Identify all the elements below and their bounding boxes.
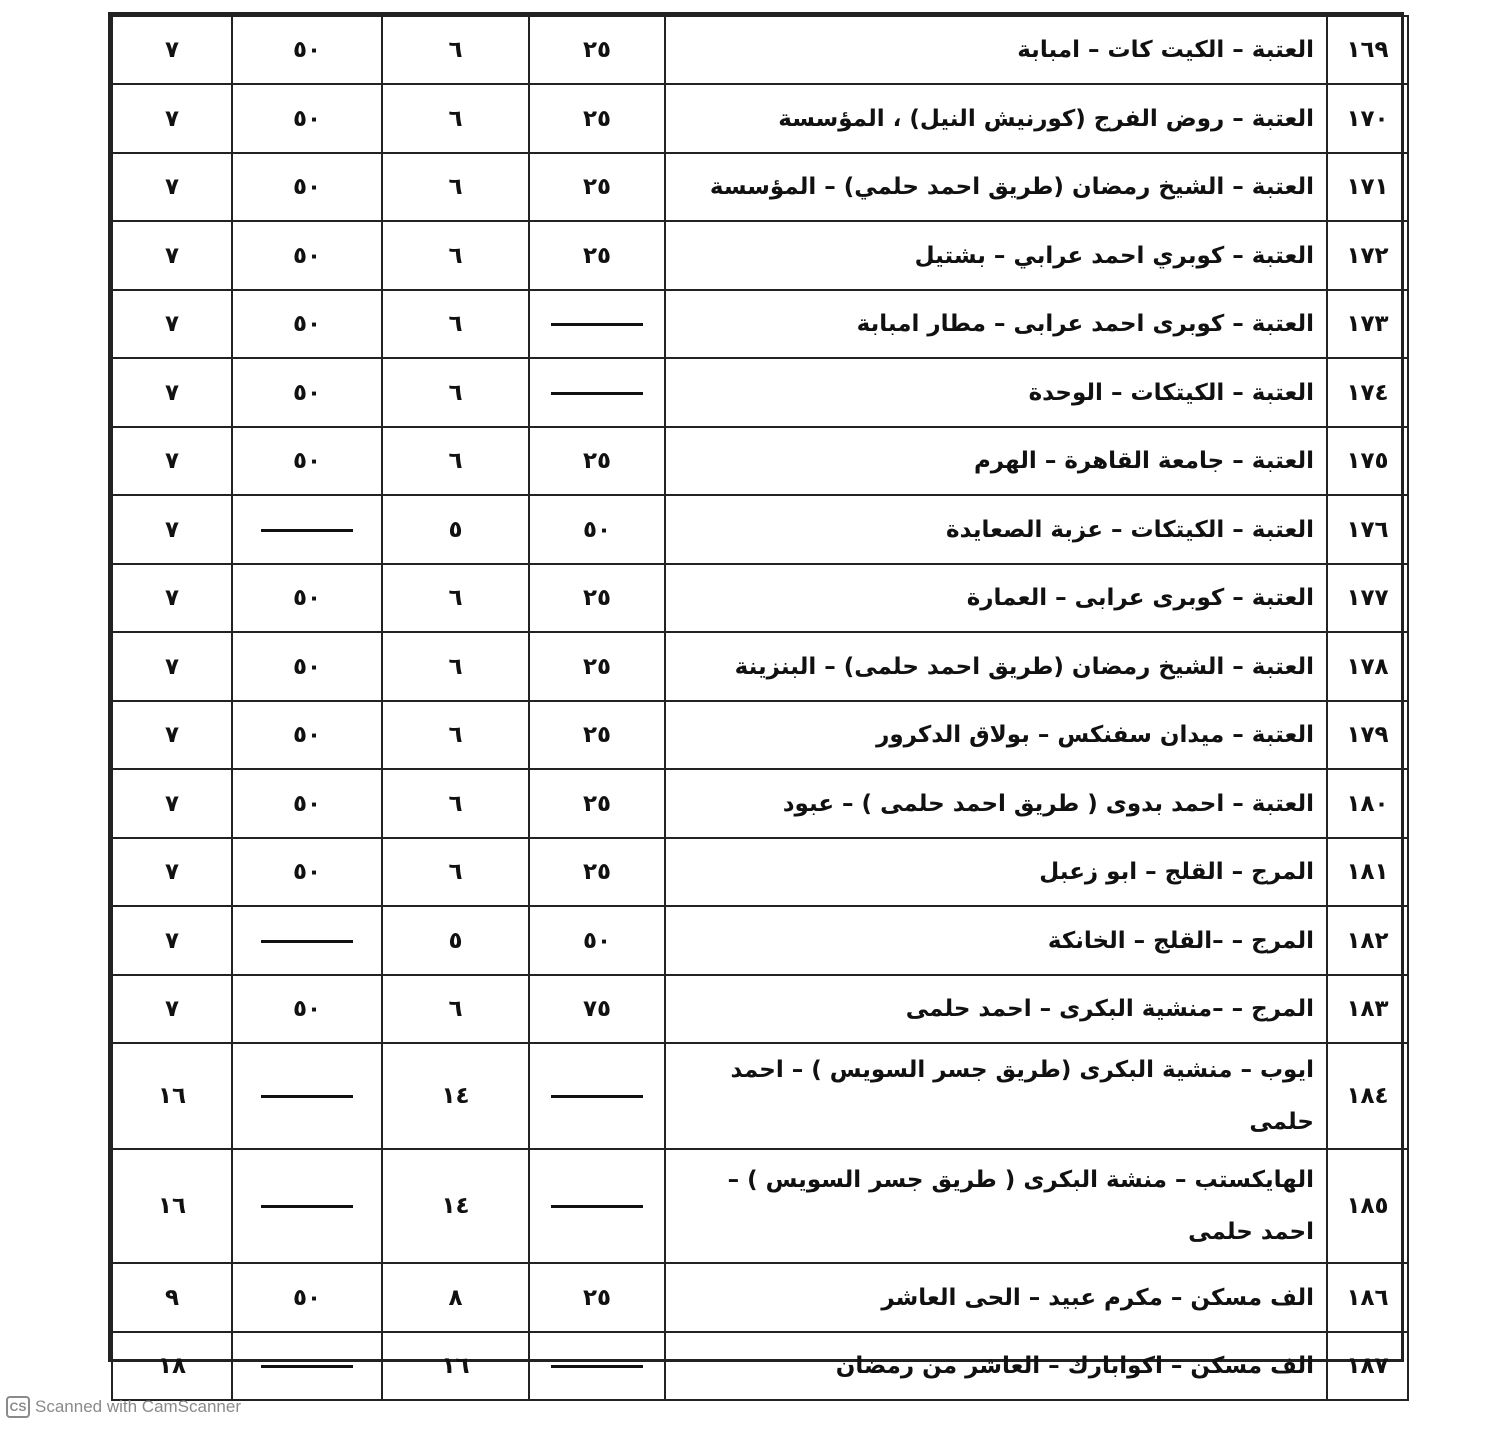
route-cell: المرج – القلج – ابو زعبل (665, 838, 1327, 906)
fare-cell-c2: ٦ (382, 975, 529, 1043)
fare-cell-c3 (232, 906, 382, 975)
fare-cell-c4: ٧ (112, 84, 232, 153)
route-cell: العتبة – كوبرى عرابى – العمارة (665, 564, 1327, 632)
route-cell: العتبة – الشيخ رمضان (طريق احمد حلمي) – المؤسسة (665, 153, 1327, 221)
fare-cell-c3: ٥٠ (232, 632, 382, 701)
line-number-cell: ١٧٩ (1327, 701, 1408, 769)
empty-dash (261, 1365, 353, 1368)
fare-cell-c4: ٩ (112, 1263, 232, 1332)
fare-cell-c2: ٥ (382, 495, 529, 564)
empty-dash (261, 1205, 353, 1208)
fare-cell-c3: ٥٠ (232, 16, 382, 84)
fare-cell-c3 (232, 1332, 382, 1400)
fare-cell-c3: ٥٠ (232, 1263, 382, 1332)
fare-cell-c3: ٥٠ (232, 221, 382, 290)
table-row (112, 290, 1408, 358)
fare-cell-c1 (529, 1332, 665, 1400)
fare-cell-c1: ٢٥ (529, 769, 665, 838)
fare-cell-c1: ٢٥ (529, 153, 665, 221)
line-number-cell: ١٧٤ (1327, 358, 1408, 427)
fare-cell-c3: ٥٠ (232, 84, 382, 153)
line-number-cell: ١٨٧ (1327, 1332, 1408, 1400)
fare-cell-c4: ٧ (112, 632, 232, 701)
scanner-watermark (6, 1396, 241, 1418)
table-row (112, 16, 1408, 84)
line-number-cell: ١٨٥ (1327, 1149, 1408, 1263)
table-row (112, 701, 1408, 769)
line-number-cell: ١٧٣ (1327, 290, 1408, 358)
line-number-cell: ١٧٦ (1327, 495, 1408, 564)
table-row (112, 769, 1408, 838)
line-number-cell: ١٧١ (1327, 153, 1408, 221)
fare-cell-c1 (529, 290, 665, 358)
fare-cell-c2: ٦ (382, 84, 529, 153)
fare-cell-c3: ٥٠ (232, 290, 382, 358)
empty-dash (551, 323, 643, 326)
route-cell: العتبة – الشيخ رمضان (طريق احمد حلمى) – البنزينة (665, 632, 1327, 701)
table-row (112, 564, 1408, 632)
fare-cell-c4: ٧ (112, 153, 232, 221)
empty-dash (551, 1205, 643, 1208)
fare-cell-c1 (529, 358, 665, 427)
fare-cell-c2: ٦ (382, 838, 529, 906)
line-number-cell: ١٨٣ (1327, 975, 1408, 1043)
table-row (112, 1332, 1408, 1400)
line-number-cell: ١٨١ (1327, 838, 1408, 906)
fare-cell-c3: ٥٠ (232, 769, 382, 838)
fare-cell-c2: ١٤ (382, 1043, 529, 1149)
fare-cell-c1: ٢٥ (529, 564, 665, 632)
fare-cell-c2: ٦ (382, 701, 529, 769)
fare-cell-c2: ١٦ (382, 1332, 529, 1400)
empty-dash (551, 1365, 643, 1368)
fare-cell-c1: ٢٥ (529, 427, 665, 495)
empty-dash (261, 529, 353, 532)
line-number-cell: ١٨٢ (1327, 906, 1408, 975)
route-cell: العتبة – الكيت كات – امبابة (665, 16, 1327, 84)
fare-cell-c3: ٥٠ (232, 838, 382, 906)
fare-table (111, 15, 1409, 1401)
fare-cell-c2: ٦ (382, 16, 529, 84)
fare-table-sheet (108, 12, 1404, 1379)
route-cell: ايوب – منشية البكرى (طريق جسر السويس ) – احمد حلمى (665, 1043, 1327, 1149)
fare-cell-c1: ٢٥ (529, 84, 665, 153)
route-cell: العتبة – الكيتكات – عزبة الصعايدة (665, 495, 1327, 564)
fare-table-body (112, 16, 1408, 1400)
fare-cell-c2: ٨ (382, 1263, 529, 1332)
fare-cell-c1: ٢٥ (529, 632, 665, 701)
fare-cell-c1: ٢٥ (529, 1263, 665, 1332)
table-row (112, 153, 1408, 221)
line-number-cell: ١٦٩ (1327, 16, 1408, 84)
table-row (112, 838, 1408, 906)
fare-cell-c3: ٥٠ (232, 975, 382, 1043)
fare-cell-c3: ٥٠ (232, 701, 382, 769)
line-number-cell: ١٧٠ (1327, 84, 1408, 153)
fare-cell-c3 (232, 1043, 382, 1149)
fare-cell-c4: ٧ (112, 16, 232, 84)
fare-cell-c1: ٢٥ (529, 838, 665, 906)
fare-cell-c4: ٧ (112, 358, 232, 427)
table-row (112, 632, 1408, 701)
camscanner-logo-icon: CS (6, 1396, 30, 1418)
fare-cell-c4: ٧ (112, 564, 232, 632)
fare-cell-c2: ٦ (382, 290, 529, 358)
fare-cell-c4: ٧ (112, 495, 232, 564)
fare-cell-c4: ٧ (112, 769, 232, 838)
fare-cell-c1: ٧٥ (529, 975, 665, 1043)
table-row (112, 1043, 1408, 1149)
route-cell: العتبة – روض الفرج (كورنيش النيل) ، المؤسسة (665, 84, 1327, 153)
fare-cell-c2: ١٤ (382, 1149, 529, 1263)
fare-cell-c3: ٥٠ (232, 564, 382, 632)
fare-cell-c2: ٦ (382, 221, 529, 290)
fare-cell-c2: ٦ (382, 769, 529, 838)
route-cell: العتبة – كوبرى احمد عرابى – مطار امبابة (665, 290, 1327, 358)
table-row (112, 84, 1408, 153)
line-number-cell: ١٧٨ (1327, 632, 1408, 701)
route-cell: العتبة – كوبري احمد عرابي – بشتيل (665, 221, 1327, 290)
table-row (112, 1149, 1408, 1263)
route-cell: العتبة – احمد بدوى ( طريق احمد حلمى ) – عبود (665, 769, 1327, 838)
line-number-cell: ١٧٥ (1327, 427, 1408, 495)
table-row (112, 975, 1408, 1043)
route-cell: العتبة – ميدان سفنكس – بولاق الدكرور (665, 701, 1327, 769)
fare-cell-c1: ٥٠ (529, 906, 665, 975)
fare-cell-c2: ٦ (382, 632, 529, 701)
empty-dash (261, 1095, 353, 1098)
fare-cell-c2: ٥ (382, 906, 529, 975)
table-row (112, 906, 1408, 975)
fare-cell-c1 (529, 1043, 665, 1149)
fare-cell-c1: ٢٥ (529, 16, 665, 84)
fare-cell-c1: ٢٥ (529, 221, 665, 290)
fare-cell-c2: ٦ (382, 564, 529, 632)
route-cell: المرج – –منشية البكرى – احمد حلمى (665, 975, 1327, 1043)
fare-cell-c2: ٦ (382, 358, 529, 427)
fare-cell-c1 (529, 1149, 665, 1263)
route-cell: الف مسكن – مكرم عبيد – الحى العاشر (665, 1263, 1327, 1332)
fare-cell-c4: ١٦ (112, 1149, 232, 1263)
fare-cell-c3 (232, 495, 382, 564)
route-cell: الهايكستب – منشة البكرى ( طريق جسر السويس ) – احمد حلمى (665, 1149, 1327, 1263)
fare-cell-c4: ١٦ (112, 1043, 232, 1149)
route-cell: الف مسكن – اكوابارك – العاشر من رمضان (665, 1332, 1327, 1400)
fare-cell-c3 (232, 1149, 382, 1263)
table-row (112, 427, 1408, 495)
line-number-cell: ١٨٤ (1327, 1043, 1408, 1149)
empty-dash (551, 1095, 643, 1098)
fare-cell-c2: ٦ (382, 153, 529, 221)
fare-cell-c4: ٧ (112, 975, 232, 1043)
fare-cell-c4: ٧ (112, 701, 232, 769)
fare-cell-c4: ٧ (112, 290, 232, 358)
fare-cell-c4: ٧ (112, 906, 232, 975)
fare-cell-c4: ٧ (112, 221, 232, 290)
empty-dash (261, 940, 353, 943)
fare-cell-c3: ٥٠ (232, 358, 382, 427)
table-row (112, 221, 1408, 290)
scanner-label: Scanned with CamScanner (35, 1397, 242, 1416)
fare-cell-c4: ١٨ (112, 1332, 232, 1400)
table-row (112, 358, 1408, 427)
line-number-cell: ١٧٧ (1327, 564, 1408, 632)
fare-cell-c3: ٥٠ (232, 153, 382, 221)
route-cell: العتبة – الكيتكات – الوحدة (665, 358, 1327, 427)
table-row (112, 1263, 1408, 1332)
fare-cell-c2: ٦ (382, 427, 529, 495)
fare-cell-c3: ٥٠ (232, 427, 382, 495)
fare-cell-c4: ٧ (112, 838, 232, 906)
route-cell: المرج – –القلج – الخانكة (665, 906, 1327, 975)
fare-cell-c1: ٥٠ (529, 495, 665, 564)
fare-cell-c4: ٧ (112, 427, 232, 495)
table-row (112, 495, 1408, 564)
line-number-cell: ١٧٢ (1327, 221, 1408, 290)
line-number-cell: ١٨٠ (1327, 769, 1408, 838)
line-number-cell: ١٨٦ (1327, 1263, 1408, 1332)
empty-dash (551, 392, 643, 395)
fare-cell-c1: ٢٥ (529, 701, 665, 769)
route-cell: العتبة – جامعة القاهرة – الهرم (665, 427, 1327, 495)
